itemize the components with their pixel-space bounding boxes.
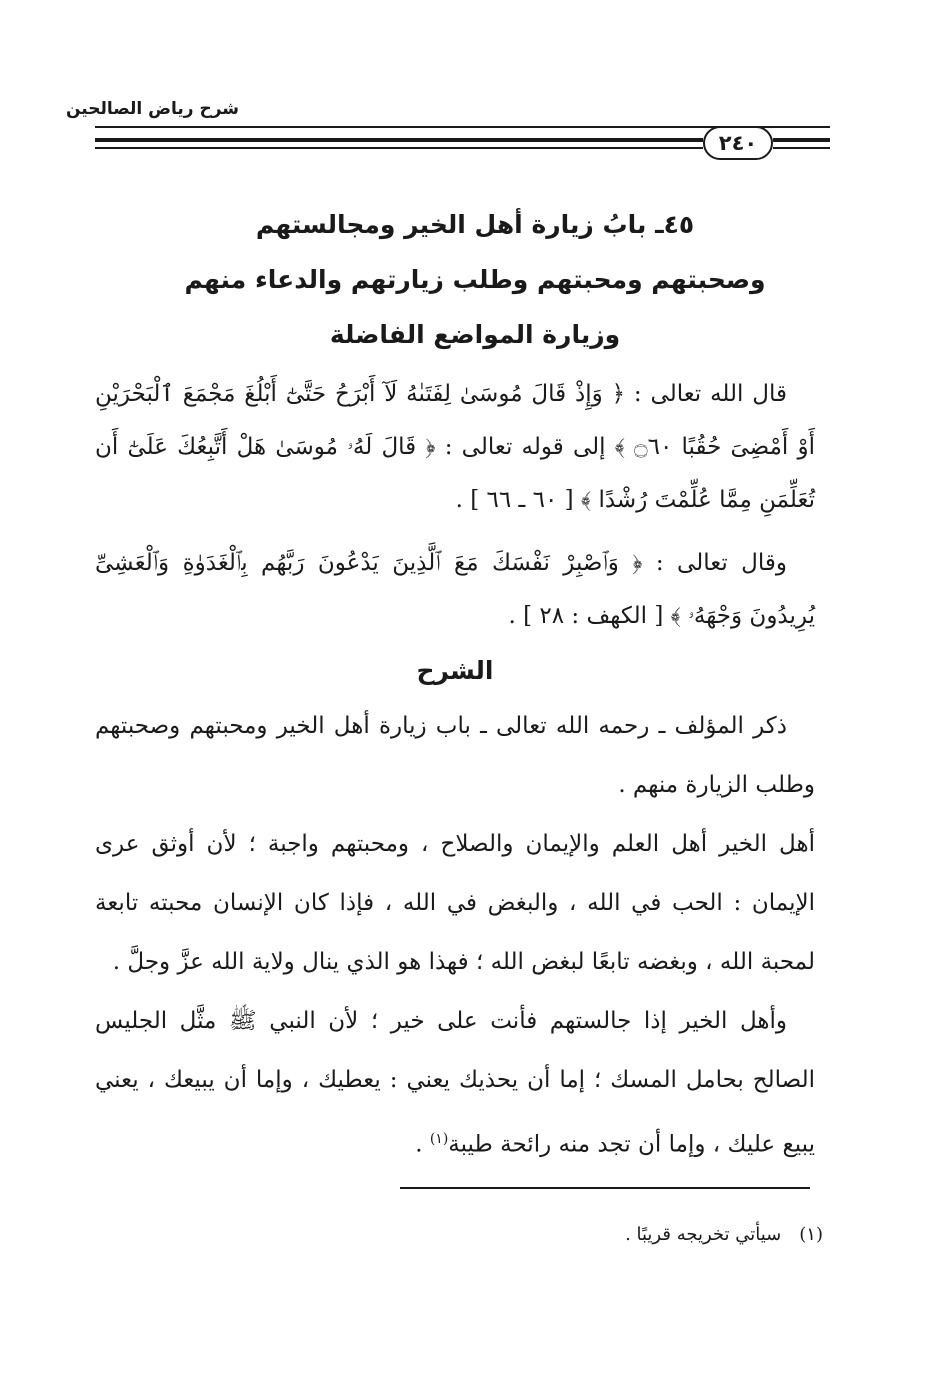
- running-header-title: شرح رياض الصالحين: [65, 99, 239, 119]
- section-heading: الشرح: [416, 656, 494, 685]
- verse-paragraph: [95, 368, 815, 527]
- header-double-rule-left-thin: [95, 147, 703, 149]
- verse-text: قال الله تعالى : ﴿ وَإِذْ قَالَ مُوسَىٰ لِفَتَىٰهُ لَآ أَبْرَحُ حَتَّىٰٓ أَبْلُغَ مَجْمَعَ ٱلْبَحْرَيْنِ أَوْ أَمْضِىَ حُقُبًا ۝٦٠ ﴾ إلى قوله تعالى : ﴿ قَالَ لَهُۥ مُوسَىٰ هَلْ أَتَّبِعُكَ عَلَىٰٓ أَن تُعَلِّمَنِ مِمَّا عُلِّمْتَ رُشْدًا ﴾: [95, 381, 815, 513]
- footnote-number: (١): [799, 1224, 823, 1245]
- verse-text: وقال تعالى : ﴿ وَٱصْبِرْ نَفْسَكَ مَعَ ٱلَّذِينَ يَدْعُونَ رَبَّهُم بِٱلْغَدَوٰةِ وَٱلْعَشِىِّ يُرِيدُونَ وَجْهَهُۥ ﴾: [95, 550, 815, 629]
- footnote: [625, 1224, 823, 1245]
- explanation-paragraph: أهل الخير أهل العلم والإيمان والصلاح ، ومحبتهم واجبة ؛ لأن أوثق عرى الإيمان : الحب في الله ، والبغض في الله ، فإذا كان الإنسان محبته تابعة لمحبة الله ، وبغضه تابعًا لبغض الله ؛ فهذا هو الذي ينال ولاية الله عزَّ وجلَّ .: [95, 831, 815, 975]
- footnote-separator: [400, 1187, 810, 1189]
- header-double-rule-left: [95, 138, 703, 142]
- page-number: ٢٤٠: [703, 126, 773, 160]
- chapter-heading-line: ٤٥ـ بابُ زيارة أهل الخير ومجالستهم: [255, 210, 695, 239]
- verse-paragraph: [95, 537, 815, 643]
- verse-reference: [ الكهف : ٢٨ ] .: [508, 603, 664, 629]
- chapter-heading-line: وصحبتهم ومحبتهم وطلب زيارتهم والدعاء منهم: [184, 265, 766, 294]
- footnote-text: سيأتي تخريجه قريبًا .: [625, 1224, 782, 1245]
- header-double-rule-right: [773, 138, 830, 142]
- explanation-paragraph: ذكر المؤلف ـ رحمه الله تعالى ـ باب زيارة أهل الخير ومحبتهم وصحبتهم وطلب الزيارة منهم .: [95, 713, 815, 798]
- body-text: [95, 368, 815, 1175]
- verse-reference: [ ٦٠ ـ ٦٦ ] .: [455, 487, 574, 513]
- paragraph-text: وأهل الخير إذا جالستهم فأنت على خير ؛ لأن النبي ﷺ مثَّل الجليس الصالح بحامل المسك ؛ إما أن يحذيك يعني : يعطيك ، وإما أن يبيعك ، يعني يبيع عليك ، وإما أن تجد منه رائحة طيبة: [95, 1008, 815, 1158]
- explanation-paragraph: [95, 992, 815, 1175]
- header-double-rule-right-thin: [773, 147, 830, 149]
- paragraph-end: .: [415, 1131, 430, 1158]
- footnote-marker: (١): [429, 1131, 449, 1147]
- chapter-heading: [150, 197, 800, 362]
- chapter-heading-line: وزيارة المواضع الفاضلة: [329, 320, 621, 349]
